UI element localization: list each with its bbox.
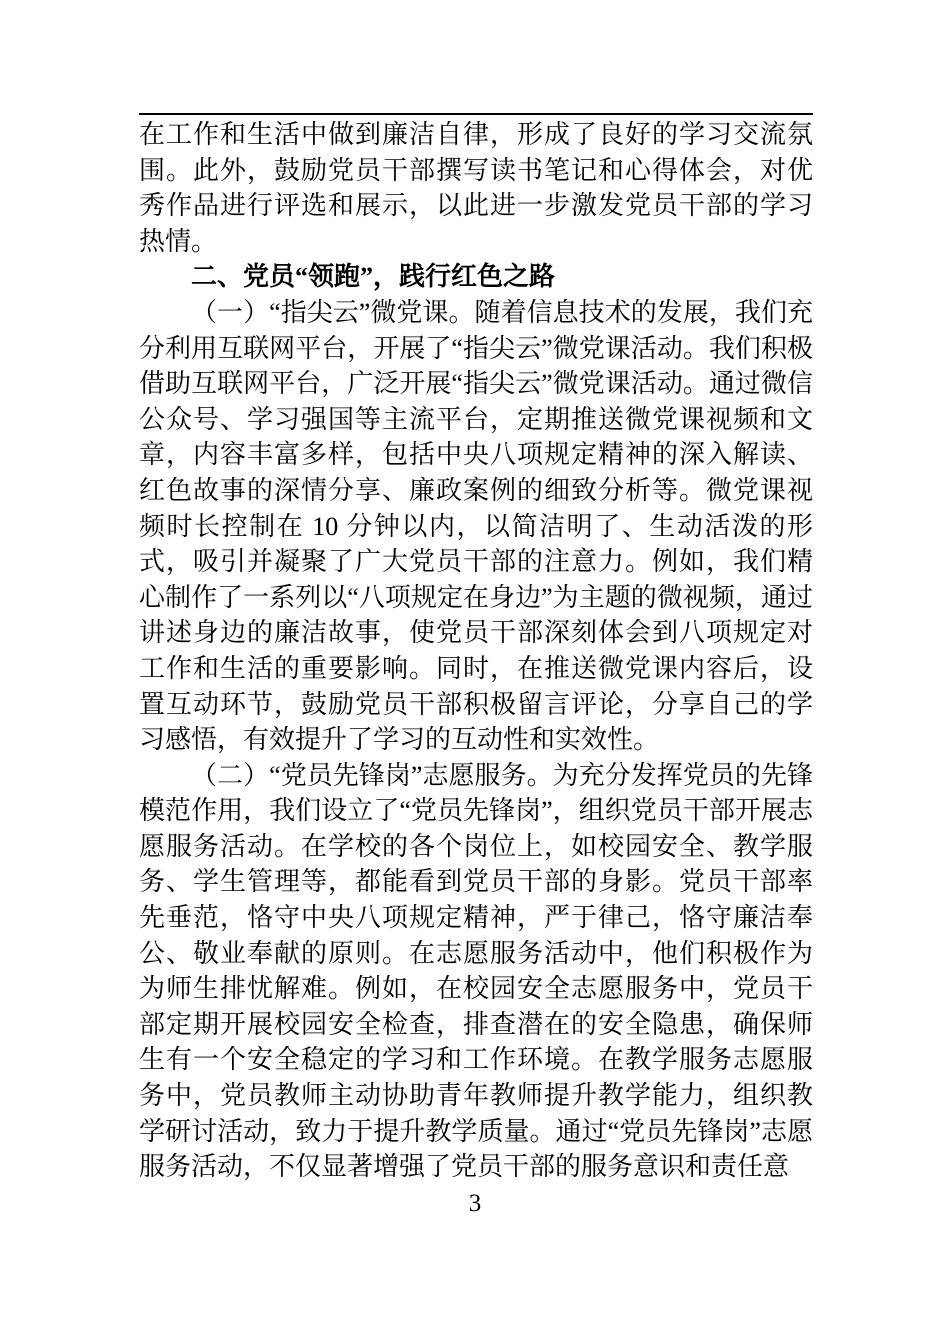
page-footer <box>0 1186 950 1222</box>
section-heading: 二、党员“领跑”，践行红色之路 <box>191 262 556 292</box>
header-rule <box>139 113 813 115</box>
page-number: 3 <box>468 1190 482 1217</box>
paragraph: （二）“党员先锋岗”志愿服务。为充分发挥党员的先锋模范作用，我们设立了“党员先锋岗”，组织党员干部开展志愿服务活动。在学校的各个岗位上，如校园安全、教学服务、学生管理等，都能看到党员干部的身影。党员干部率先垂范，恪守中央八项规定精神，严于律己，恪守廉洁奉公、敬业奉献的原则。在志愿服务活动中，他们积极作为为师生排忧解难。例如，在校园安全志愿服务中，党员干部定期开展校园安全检查，排查潜在的安全隐患，确保师生有一个安全稳定的学习和工作环境。在教学服务志愿服务中，党员教师主动协助青年教师提升教学能力，组织教学研讨活动，致力于提升教学质量。通过“党员先锋岗”志愿服务活动，不仅显著增强了党员干部的服务意识和责任意 <box>139 760 813 1182</box>
paragraph-continuation: 在工作和生活中做到廉洁自律，形成了良好的学习交流氛围。此外，鼓励党员干部撰写读书笔记和心得体会，对优秀作品进行评选和展示，以此进一步激发党员干部的学习热情。 <box>139 120 813 256</box>
paragraph: （一）“指尖云”微党课。随着信息技术的发展，我们充分利用互联网平台，开展了“指尖云”微党课活动。我们积极借助互联网平台，广泛开展“指尖云”微党课活动。通过微信公众号、学习强国等主流平台，定期推送微党课视频和文章，内容丰富多样，包括中央八项规定精神的深入解读、红色故事的深情分享、廉政案例的细致分析等。微党课视频时长控制在 10 分钟以内，以简洁明了、生动活泼的形式，吸引并凝聚了广大党员干部的注意力。例如，我们精心制作了一系列以“八项规定在身边”为主题的微视频，通过讲述身边的廉洁故事，使党员干部深刻体会到八项规定对工作和生活的重要影响。同时，在推送微党课内容后，设置互动环节，鼓励党员干部积极留言评论，分享自己的学习感悟，有效提升了学习的互动性和实效性。 <box>139 297 813 755</box>
document-body <box>139 117 813 1185</box>
